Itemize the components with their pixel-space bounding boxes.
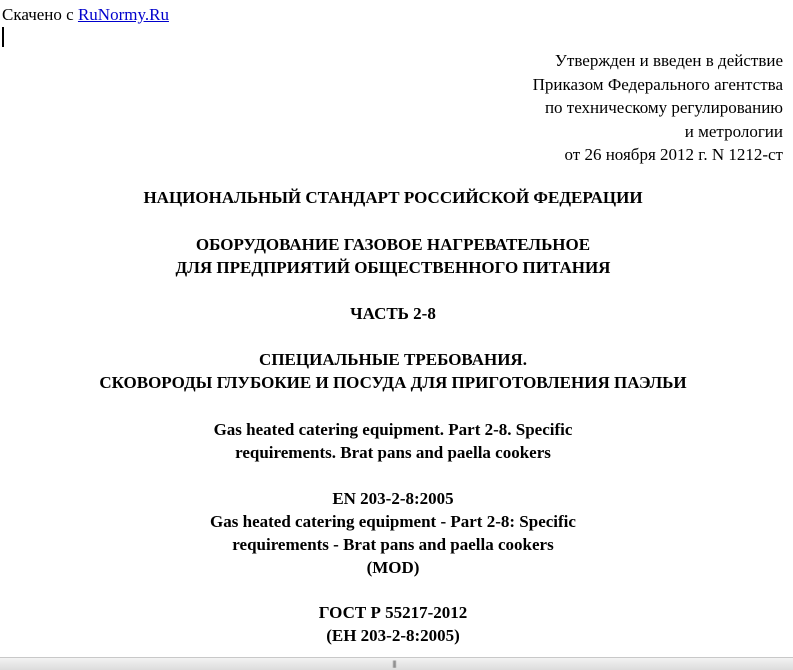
approval-line-5: от 26 ноября 2012 г. N 1212-ст: [564, 145, 783, 164]
runormy-link[interactable]: RuNormy.Ru: [77, 5, 169, 24]
standard-type: НАЦИОНАЛЬНЫЙ СТАНДАРТ РОССИЙСКОЙ ФЕДЕРАЦИИ: [143, 188, 643, 207]
approval-line-4: и метрологии: [684, 121, 783, 141]
approval-block: [383, 49, 783, 167]
title-ru-line-2: ДЛЯ ПРЕДПРИЯТИЙ ОБЩЕСТВЕННОГО ПИТАНИЯ: [175, 258, 611, 277]
horizontal-scrollbar[interactable]: [0, 657, 793, 670]
gost-code: ГОСТ Р 55217-2012: [318, 603, 468, 622]
scrollbar-grip-icon[interactable]: |||: [391, 660, 397, 668]
source-prefix: Скачено с: [2, 5, 78, 24]
approval-line-3: по техническому регулированию: [544, 98, 783, 117]
en-standard-block: [0, 487, 786, 579]
subtitle-ru-line-1: СПЕЦИАЛЬНЫЕ ТРЕБОВАНИЯ.: [259, 350, 527, 369]
title-ru-line-1: ОБОРУДОВАНИЕ ГАЗОВОЕ НАГРЕВАТЕЛЬНОЕ: [195, 235, 591, 254]
approval-line-2: Приказом Федерального агентства: [532, 74, 783, 94]
title-en-line-1: Gas heated catering equipment. Part 2-8. Specific: [213, 420, 573, 439]
approval-line-1: Утвержден и введен в действие: [554, 51, 783, 70]
en-standard-mod: (MOD): [366, 558, 420, 577]
text-cursor: [2, 27, 4, 47]
en-standard-title-line-2: requirements - Brat pans and paella cookers: [232, 535, 554, 554]
subtitle-ru-line-2: СКОВОРОДЫ ГЛУБОКИЕ И ПОСУДА ДЛЯ ПРИГОТОВЛЕНИЯ ПАЭЛЬИ: [99, 373, 687, 392]
part-heading: [0, 302, 786, 325]
standard-type-heading: [0, 186, 786, 209]
gost-block: [0, 601, 786, 647]
title-en-line-2: requirements. Brat pans and paella cookers: [235, 443, 551, 462]
gost-equiv: (ЕН 203-2-8:2005): [326, 626, 460, 645]
en-standard-code: EN 203-2-8:2005: [332, 489, 454, 508]
en-standard-title-line-1: Gas heated catering equipment - Part 2-8: Specific: [210, 512, 576, 531]
part-number: ЧАСТЬ 2-8: [350, 304, 436, 323]
title-en-block: [0, 418, 786, 464]
source-line: [2, 5, 169, 25]
title-ru-block: [0, 233, 786, 279]
subtitle-ru-block: [0, 348, 786, 394]
